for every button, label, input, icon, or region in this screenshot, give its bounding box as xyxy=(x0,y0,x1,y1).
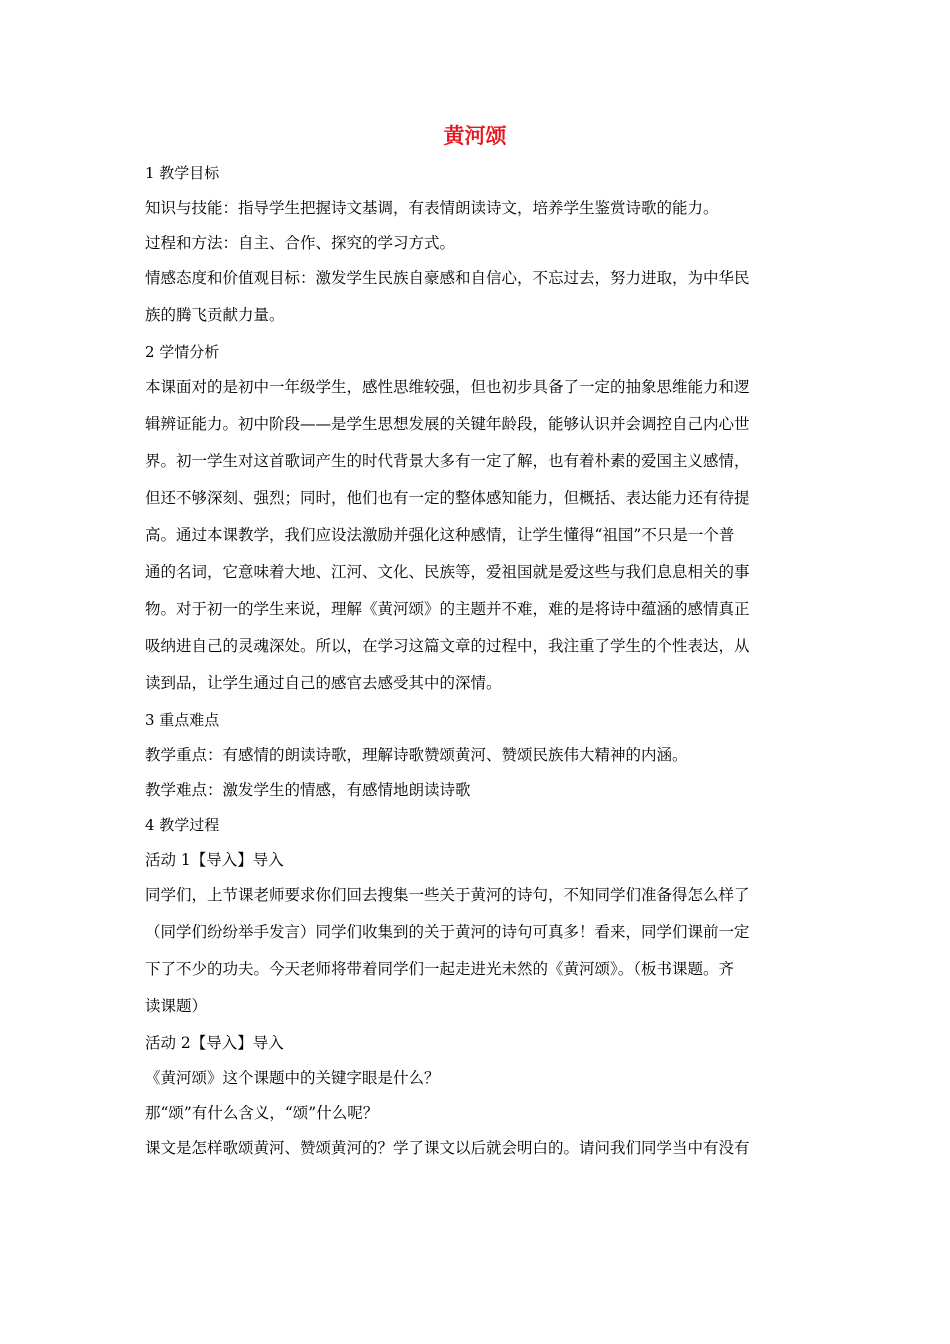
section-heading-key-points: 3 重点难点 xyxy=(145,711,220,729)
paragraph-line: （同学们纷纷举手发言）同学们收集到的关于黄河的诗句可真多！看来，同学们课前一定 xyxy=(145,923,750,941)
paragraph-line: 通的名词，它意味着大地、江河、文化、民族等，爱祖国就是爱这些与我们息息相关的事 xyxy=(145,563,750,581)
paragraph-line: 族的腾飞贡献力量。 xyxy=(145,306,285,324)
activity-2-question-1: 《黄河颂》这个课题中的关键字眼是什么？ xyxy=(145,1069,440,1087)
paragraph-line: 物。对于初一的学生来说，理解《黄河颂》的主题并不难，难的是将诗中蕴涵的感情真正 xyxy=(145,600,750,618)
document-body xyxy=(145,162,807,1172)
activity-1-heading: 活动 1【导入】导入 xyxy=(145,851,284,869)
goal-process-methods: 过程和方法：自主、合作、探究的学习方式。 xyxy=(145,234,456,252)
paragraph-line: 读到品，让学生通过自己的感官去感受其中的深情。 xyxy=(145,674,502,692)
section-heading-learner-analysis: 2 学情分析 xyxy=(145,343,220,361)
learner-analysis-paragraph xyxy=(145,376,807,695)
goal-knowledge-skills: 知识与技能：指导学生把握诗文基调，有表情朗读诗文，培养学生鉴赏诗歌的能力。 xyxy=(145,199,719,217)
paragraph-line: 同学们，上节课老师要求你们回去搜集一些关于黄河的诗句，不知同学们准备得怎么样了 xyxy=(145,886,750,904)
activity-2-heading: 活动 2【导入】导入 xyxy=(145,1034,284,1052)
paragraph-line: 界。初一学生对这首歌词产生的时代背景大多有一定了解，也有着朴素的爱国主义感情， xyxy=(145,452,750,470)
difficult-point: 教学难点：激发学生的情感，有感情地朗读诗歌 xyxy=(145,781,471,799)
paragraph-line: 吸纳进自己的灵魂深处。所以，在学习这篇文章的过程中，我注重了学生的个性表达，从 xyxy=(145,637,750,655)
goal-emotion-values xyxy=(145,267,807,327)
paragraph-line: 本课面对的是初中一年级学生，感性思维较强，但也初步具备了一定的抽象思维能力和逻 xyxy=(145,378,750,396)
paragraph-line: 高。通过本课教学，我们应设法激励并强化这种感情，让学生懂得“祖国”不只是一个普 xyxy=(145,526,735,544)
paragraph-line: 但还不够深刻、强烈；同时，他们也有一定的整体感知能力，但概括、表达能力还有待提 xyxy=(145,489,750,507)
activity-2-text: 课文是怎样歌颂黄河、赞颂黄河的？学了课文以后就会明白的。请问我们同学当中有没有 xyxy=(145,1139,750,1157)
section-heading-teaching-goals: 1 教学目标 xyxy=(145,164,220,182)
section-heading-teaching-process: 4 教学过程 xyxy=(145,816,220,834)
activity-2-question-2: 那“颂”有什么含义，“颂”什么呢？ xyxy=(145,1104,379,1122)
activity-1-paragraph xyxy=(145,884,807,1018)
paragraph-line: 情感态度和价值观目标：激发学生民族自豪感和自信心，不忘过去，努力进取，为中华民 xyxy=(145,269,750,287)
paragraph-line: 读课题） xyxy=(145,997,208,1015)
key-point: 教学重点：有感情的朗读诗歌，理解诗歌赞颂黄河、赞颂民族伟大精神的内涵。 xyxy=(145,746,688,764)
paragraph-line: 下了不少的功夫。今天老师将带着同学们一起走进光未然的《黄河颂》。（板书课题。齐 xyxy=(145,960,735,978)
paragraph-line: 辑辨证能力。初中阶段——是学生思想发展的关键年龄段，能够认识并会调控自己内心世 xyxy=(145,415,750,433)
document-title: 黄河颂 xyxy=(443,124,507,148)
